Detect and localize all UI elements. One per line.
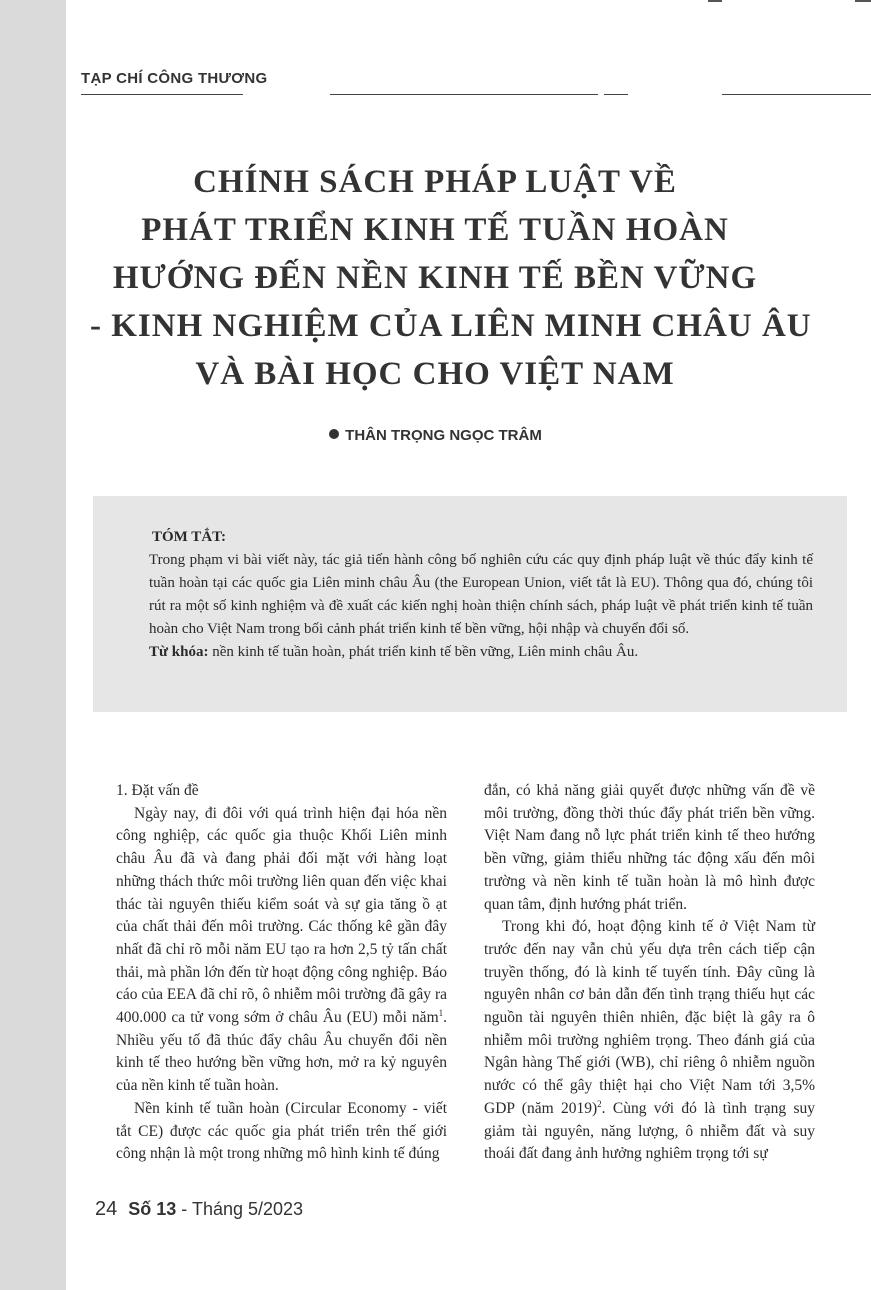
issue-number: Số 13: [128, 1199, 177, 1219]
abstract-heading: TÓM TẮT:: [152, 529, 227, 545]
paragraph-text: . Nhiều yếu tố đã thúc đẩy châu Âu chuyển đổi nền kinh tế theo hướng bền vững hơn, mở ra kỷ nguyên của nền kinh tế tuần hoàn.: [116, 1009, 447, 1095]
keywords-label: Từ khóa:: [149, 644, 209, 660]
paragraph: [116, 803, 447, 1098]
author-name: THÂN TRỌNG NGỌC TRÂM: [345, 427, 542, 444]
page-gutter: [0, 0, 66, 1290]
page-footer: [95, 1198, 303, 1221]
author-line: [0, 427, 871, 444]
abstract-body: Trong phạm vi bài viết này, tác giả tiến hành công bố nghiên cứu các quy định pháp luật về thúc đẩy kinh tế tuần hoàn tại các quốc gia Liên minh châu Âu (the European Union, viết tắt là EU). Thông qua đó, chúng tôi rút ra một số kinh nghiệm và đề xuất các kiến nghị hoàn thiện chính sách, pháp luật về phát triển kinh tế tuần hoàn cho Việt Nam trong bối cảnh phát triển kinh tế bền vững, hội nhập và chuyển đổi số.: [149, 552, 813, 637]
keywords-text: nền kinh tế tuần hoàn, phát triển kinh tế bền vững, Liên minh châu Âu.: [212, 644, 639, 660]
paragraph: đắn, có khả năng giải quyết được những vấn đề về môi trường, đồng thời thúc đẩy phát triển bền vững. Việt Nam đang nỗ lực phát triển kinh tế theo hướng bền vững, giảm thiểu những tác động xấu đến môi trường và nền kinh tế tuần hoàn là mô hình được quan tâm, định hướng phát triển.: [484, 782, 815, 913]
print-mark: [708, 0, 722, 2]
paragraph: [484, 916, 815, 1166]
header-rule: [722, 94, 871, 95]
paragraph: Nền kinh tế tuần hoàn (Circular Economy - viết tắt CE) được các quốc gia phát triển trên thế giới công nhận là một trong những mô hình kinh tế đúng: [116, 1099, 447, 1163]
left-column: [116, 780, 447, 1166]
footnote-ref: 1: [438, 1007, 444, 1018]
print-mark: [855, 0, 871, 2]
journal-name: TẠP CHÍ CÔNG THƯƠNG: [81, 70, 268, 87]
header-rule: [604, 94, 628, 95]
title-line: HƯỚNG ĐẾN NỀN KINH TẾ BỀN VỮNG: [112, 260, 758, 296]
article-title: [90, 158, 812, 398]
right-column: [484, 780, 815, 1166]
title-line: CHÍNH SÁCH PHÁP LUẬT VỀ: [193, 164, 677, 200]
footnote-ref: 2: [597, 1098, 602, 1109]
section-heading: 1. Đặt vấn đề: [116, 782, 199, 799]
issue-date: - Tháng 5/2023: [176, 1199, 304, 1219]
header-rule: [330, 94, 598, 95]
title-line: VÀ BÀI HỌC CHO VIỆT NAM: [195, 356, 675, 392]
title-line: PHÁT TRIỂN KINH TẾ TUẦN HOÀN: [141, 212, 729, 248]
header-rule: [81, 94, 243, 95]
abstract-box: [93, 496, 847, 712]
paragraph-text: . Cùng với đó là tình trạng suy giảm tài nguyên, năng lượng, ô nhiễm đất và suy thoái đất đang ảnh hưởng nghiêm trọng tới sự: [484, 1099, 815, 1163]
title-line: - KINH NGHIỆM CỦA LIÊN MINH CHÂU ÂU: [90, 308, 812, 344]
paragraph-text: Ngày nay, đi đôi với quá trình hiện đại hóa nền công nghiệp, các quốc gia thuộc Khối Liên minh châu Âu đã và đang phải đối mặt với hàng loạt những thách thức môi trường liên quan đến việc khai thác tài nguyên thiếu kiểm soát và sự gia tăng ồ ạt của chất thải đến môi trường. Các thống kê gần đây nhất đã chỉ rõ mỗi năm EU tạo ra hơn 2,5 tỷ tấn chất thải, mà phần lớn đến từ hoạt động công nghiệp. Báo cáo của EEA đã chỉ rõ, ô nhiễm môi trường đã gây ra 400.000 ca tử vong sớm ở châu Âu (EU) mỗi năm: [116, 804, 447, 1027]
keywords: [149, 641, 813, 664]
paragraph-text: Trong khi đó, hoạt động kinh tế ở Việt Nam từ trước đến nay vẫn chủ yếu dựa trên cách tiếp cận truyền thống, đó là kinh tế tuyến tính. Đây cũng là nguyên nhân cơ bản dẫn đến tình trạng thiếu hụt các nguồn tài nguyên thiên nhiên, đặc biệt là gây ra ô nhiễm môi trường nghiêm trọng. Theo đánh giá của Ngân hàng Thế giới (WB), chỉ riêng ô nhiễm nguồn nước có thể gây thiệt hại cho Việt Nam tới 3,5% GDP (năm 2019): [484, 918, 815, 1117]
page-number: 24: [95, 1198, 118, 1220]
bullet-icon: [329, 429, 339, 439]
